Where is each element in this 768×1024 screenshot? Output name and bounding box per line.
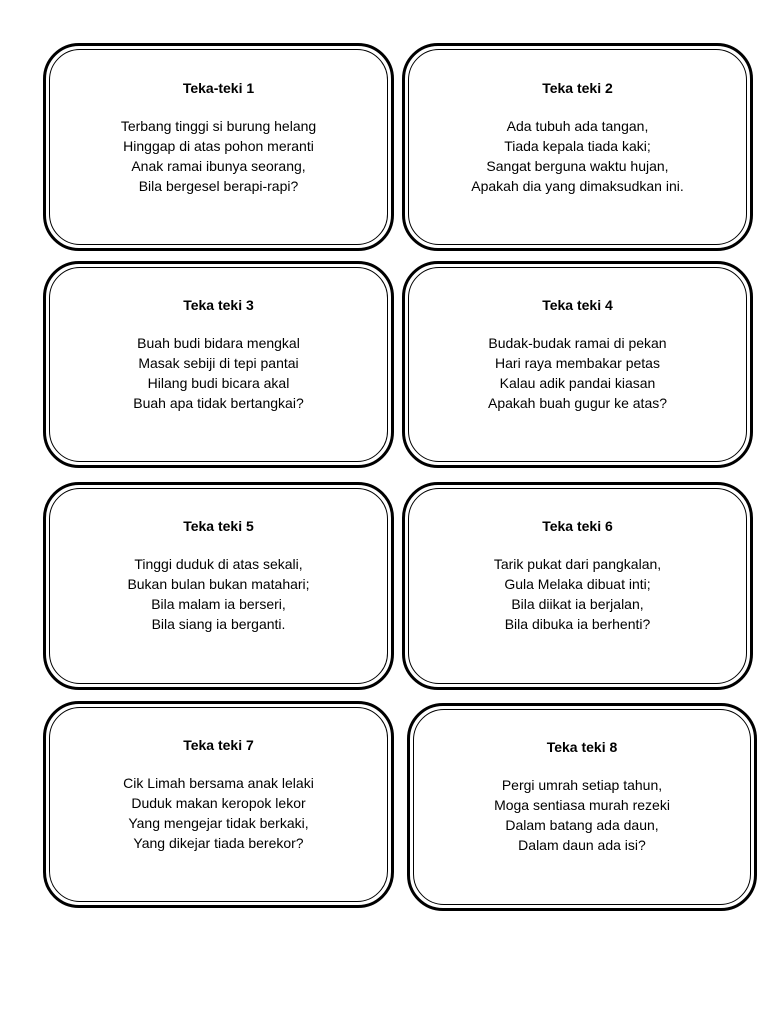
- riddle-card-3: [43, 261, 394, 468]
- riddle-line: Budak-budak ramai di pekan: [488, 335, 667, 351]
- riddle-line: Pergi umrah setiap tahun,: [501, 777, 663, 793]
- riddle-line: Apakah dia yang dimaksudkan ini.: [471, 178, 684, 194]
- riddle-line: Dalam batang ada daun,: [505, 817, 659, 833]
- riddle-line: Kalau adik pandai kiasan: [499, 375, 656, 391]
- riddle-card-title: Teka teki 8: [546, 739, 618, 755]
- riddle-line: Hinggap di atas pohon meranti: [123, 138, 314, 154]
- riddle-card-title: Teka teki 5: [183, 518, 254, 534]
- riddle-card-7: [43, 701, 394, 908]
- riddle-line: Anak ramai ibunya seorang,: [131, 158, 306, 174]
- riddle-line: Bukan bulan bukan matahari;: [127, 576, 310, 592]
- riddle-line: Duduk makan keropok lekor: [131, 795, 306, 811]
- riddle-card-title: Teka teki 6: [542, 518, 613, 534]
- riddle-line: Bila bergesel berapi-rapi?: [138, 178, 299, 194]
- riddle-card-4: [402, 261, 753, 468]
- riddle-line: Hari raya membakar petas: [495, 355, 660, 371]
- riddle-line: Terbang tinggi si burung helang: [120, 118, 317, 134]
- riddle-line: Bila diikat ia berjalan,: [511, 596, 644, 612]
- riddle-line: Bila siang ia berganti.: [151, 616, 286, 632]
- riddle-line: Sangat berguna waktu hujan,: [486, 158, 669, 174]
- riddle-line: Apakah buah gugur ke atas?: [487, 395, 668, 411]
- riddle-line: Hilang budi bicara akal: [147, 375, 290, 391]
- riddle-line: Buah budi bidara mengkal: [137, 335, 300, 351]
- riddle-card-title: Teka-teki 1: [182, 80, 255, 96]
- riddle-line: Ada tubuh ada tangan,: [506, 118, 649, 134]
- riddle-card-title: Teka teki 4: [542, 297, 613, 313]
- riddle-line: Gula Melaka dibuat inti;: [504, 576, 651, 592]
- riddle-line: Buah apa tidak bertangkai?: [133, 395, 304, 411]
- riddle-card-6: [402, 482, 753, 690]
- riddle-line: Tiada kepala tiada kaki;: [504, 138, 651, 154]
- riddle-card-5: [43, 482, 394, 690]
- riddle-line: Tinggi duduk di atas sekali,: [134, 556, 303, 572]
- riddle-line: Bila malam ia berseri,: [151, 596, 286, 612]
- riddle-line: Moga sentiasa murah rezeki: [494, 797, 670, 813]
- riddle-line: Dalam daun ada isi?: [518, 837, 646, 853]
- riddle-card-title: Teka teki 7: [183, 737, 254, 753]
- riddle-line: Yang mengejar tidak berkaki,: [128, 815, 309, 831]
- riddle-card-2: [402, 43, 753, 251]
- riddle-card-1: [43, 43, 394, 251]
- riddle-card-title: Teka teki 3: [183, 297, 254, 313]
- riddle-line: Cik Limah bersama anak lelaki: [123, 775, 314, 791]
- riddle-card-8: [407, 703, 757, 911]
- riddle-line: Masak sebiji di tepi pantai: [138, 355, 299, 371]
- riddle-line: Bila dibuka ia berhenti?: [504, 616, 651, 632]
- riddle-line: Tarik pukat dari pangkalan,: [493, 556, 662, 572]
- riddle-card-title: Teka teki 2: [542, 80, 613, 96]
- riddle-line: Yang dikejar tiada berekor?: [133, 835, 304, 851]
